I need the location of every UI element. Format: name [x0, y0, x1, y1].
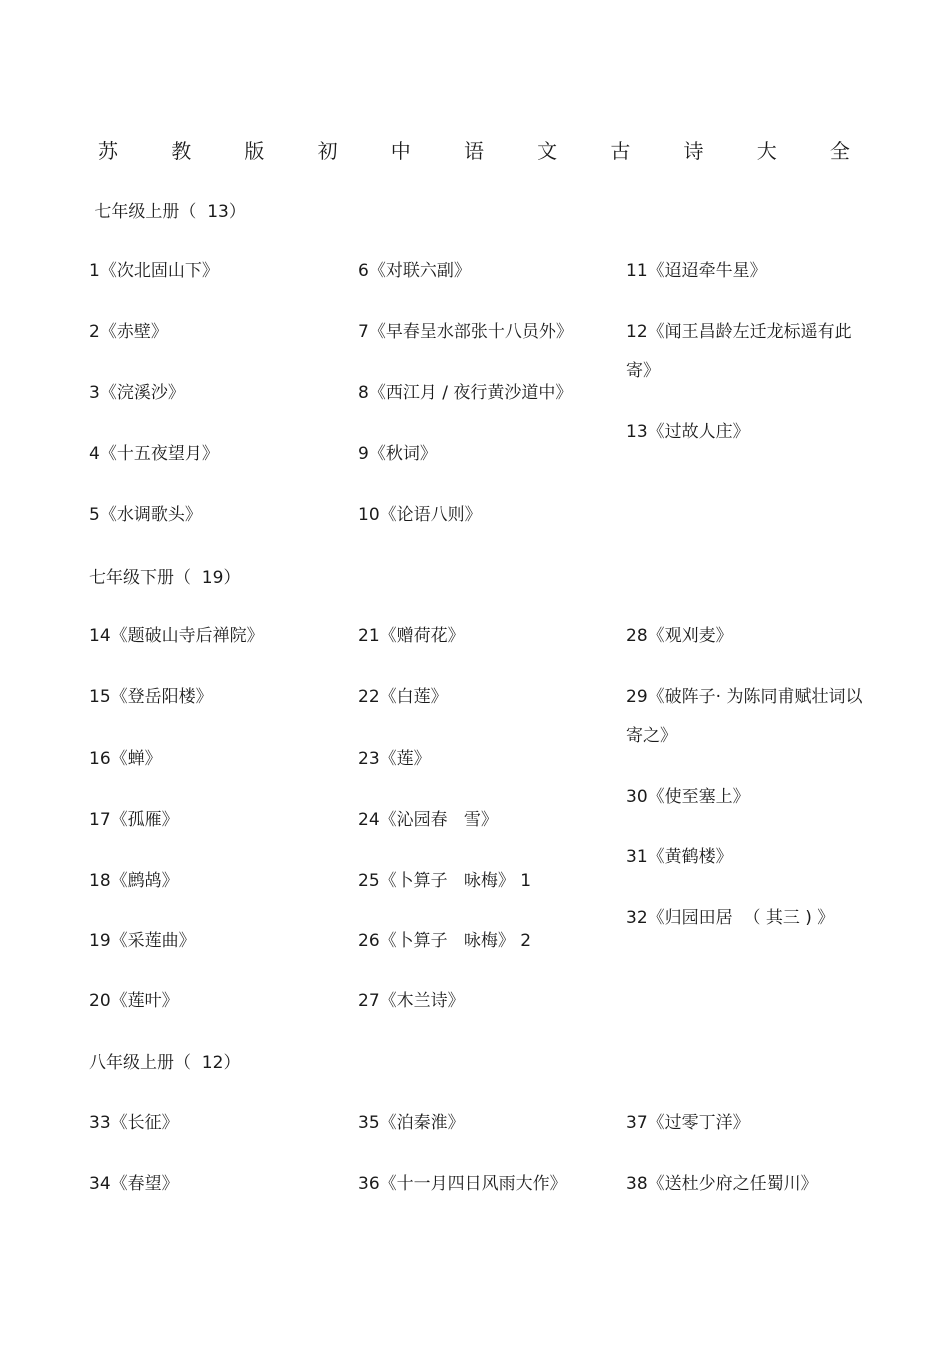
title-char: 语 [463, 139, 484, 163]
section-2-column-3 [626, 617, 876, 960]
title-char: 苏 [98, 139, 118, 163]
poem-entry: 23《莲》 [358, 749, 431, 769]
title-char: 初 [317, 139, 338, 163]
poem-entry: 21《赠荷花》 [358, 626, 465, 646]
section-heading-grade7-vol2: 七年级下册（ 19） [89, 568, 241, 588]
poem-entry: 2《赤壁》 [89, 322, 168, 342]
title-char: 全 [829, 139, 850, 163]
section-1-column-1 [89, 252, 351, 557]
poem-entry: 7《早春呈水部张十八员外》 [358, 322, 573, 342]
section-2-column-2 [358, 617, 620, 1043]
poem-entry: 18《鹧鸪》 [89, 871, 179, 891]
poem-entry: 28《观刈麦》 [626, 626, 733, 646]
title-char: 中 [390, 139, 411, 163]
poem-entry: 16《蝉》 [89, 749, 162, 769]
section-heading-grade8-vol1: 八年级上册（ 12） [89, 1053, 241, 1073]
section-heading-grade7-vol1: 七年级上册（ 13） [89, 202, 246, 222]
section-2-column-1 [89, 617, 351, 1043]
poem-entry: 1《次北固山下》 [89, 261, 219, 281]
title-char: 教 [171, 139, 192, 163]
poem-entry: 33《长征》 [89, 1113, 179, 1133]
poem-entry: 22《白莲》 [358, 687, 448, 707]
poem-entry: 27《木兰诗》 [358, 991, 465, 1011]
poem-entry: 24《沁园春 雪》 [358, 810, 498, 830]
poem-entry: 32《归园田居 （ 其三 ) 》 [626, 908, 835, 928]
poem-entry: 12《闻王昌龄左迁龙标遥有此寄》 [626, 322, 852, 381]
poem-entry: 11《迢迢牵牛星》 [626, 261, 767, 281]
poem-entry: 9《秋词》 [358, 444, 437, 464]
poem-entry: 25《卜算子 咏梅》 1 [358, 871, 532, 891]
poem-entry: 30《使至塞上》 [626, 787, 750, 807]
poem-entry: 31《黄鹤楼》 [626, 847, 733, 867]
poem-entry: 17《孤雁》 [89, 810, 179, 830]
poem-entry: 38《送杜少府之任蜀川》 [626, 1174, 818, 1194]
poem-entry: 15《登岳阳楼》 [89, 687, 213, 707]
poem-entry: 20《莲叶》 [89, 991, 179, 1011]
section-3-column-2 [358, 1104, 620, 1226]
poem-entry: 6《对联六副》 [358, 261, 471, 281]
poem-entry: 4《十五夜望月》 [89, 444, 219, 464]
poem-entry: 10《论语八则》 [358, 505, 482, 525]
poem-entry: 37《过零丁洋》 [626, 1113, 750, 1133]
poem-entry: 5《水调歌头》 [89, 505, 202, 525]
poem-entry: 26《卜算子 咏梅》 2 [358, 931, 532, 951]
poem-entry: 34《春望》 [89, 1174, 179, 1194]
section-3-column-1 [89, 1104, 351, 1226]
poem-entry: 8《西江月 / 夜行黄沙道中》 [358, 383, 573, 403]
poem-entry: 13《过故人庄》 [626, 422, 750, 442]
section-1-column-3 [626, 252, 876, 474]
title-char: 古 [610, 139, 631, 163]
section-1-column-2 [358, 252, 620, 557]
page-title [98, 137, 850, 165]
title-char: 大 [756, 139, 777, 163]
title-char: 版 [244, 139, 265, 163]
poem-entry: 36《十一月四日风雨大作》 [358, 1174, 567, 1194]
poem-entry: 19《采莲曲》 [89, 931, 196, 951]
title-char: 诗 [683, 139, 704, 163]
poem-entry: 35《泊秦淮》 [358, 1113, 465, 1133]
title-char: 文 [537, 139, 558, 163]
poem-entry: 14《题破山寺后禅院》 [89, 626, 264, 646]
poem-entry: 3《浣溪沙》 [89, 383, 185, 403]
poem-entry: 29《破阵子· 为陈同甫赋壮词以寄之》 [626, 687, 863, 746]
section-3-column-3 [626, 1104, 876, 1226]
